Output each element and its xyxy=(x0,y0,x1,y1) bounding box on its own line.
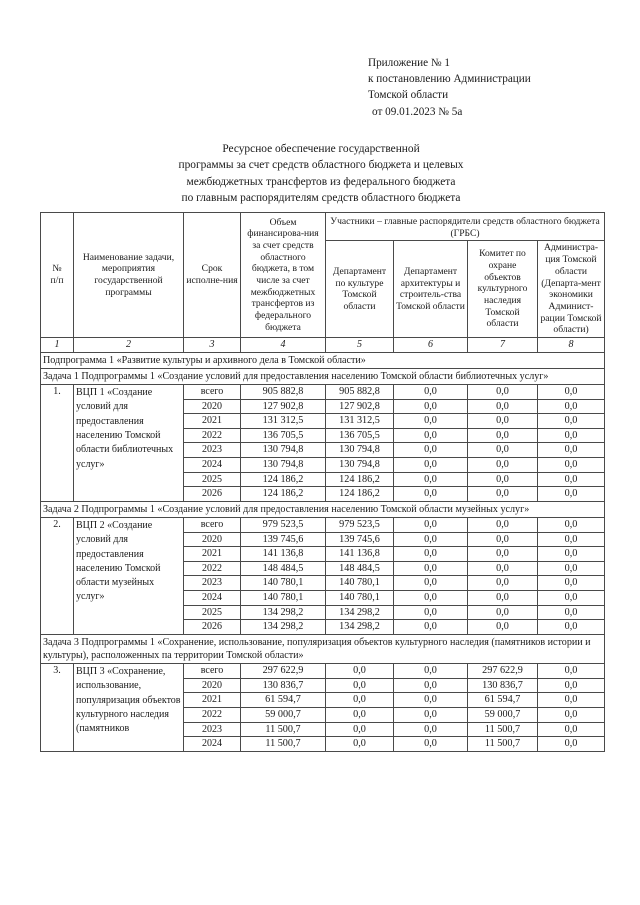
cell-dept-architecture: 0,0 xyxy=(394,590,468,605)
title-line-2: программы за счет средств областного бюджета и целевых xyxy=(178,159,464,172)
cell-dept-architecture: 0,0 xyxy=(394,414,468,429)
header-line-4: от 09.01.2023 № 5а xyxy=(372,105,463,118)
row-index: 1. xyxy=(41,385,74,502)
col-header-name: Наименование задачи, мероприятия государственной программы xyxy=(74,213,184,338)
cell-administration: 0,0 xyxy=(538,693,605,708)
cell-total: 130 836,7 xyxy=(241,678,326,693)
cell-committee-heritage: 0,0 xyxy=(468,385,538,400)
cell-administration: 0,0 xyxy=(538,399,605,414)
cell-committee-heritage: 297 622,9 xyxy=(468,664,538,679)
cell-dept-architecture: 0,0 xyxy=(394,399,468,414)
col-number-5: 5 xyxy=(326,338,394,353)
cell-total: 140 780,1 xyxy=(241,590,326,605)
table-section-row xyxy=(41,634,605,663)
cell-committee-heritage: 11 500,7 xyxy=(468,722,538,737)
cell-period: 2020 xyxy=(184,678,241,693)
table-section-row xyxy=(41,352,605,368)
col-number-8: 8 xyxy=(538,338,605,353)
cell-total: 11 500,7 xyxy=(241,737,326,752)
cell-dept-architecture: 0,0 xyxy=(394,428,468,443)
cell-total: 124 186,2 xyxy=(241,472,326,487)
cell-committee-heritage: 0,0 xyxy=(468,414,538,429)
col-number-6: 6 xyxy=(394,338,468,353)
cell-period: 2021 xyxy=(184,693,241,708)
cell-committee-heritage: 0,0 xyxy=(468,547,538,562)
cell-dept-architecture: 0,0 xyxy=(394,561,468,576)
cell-committee-heritage: 0,0 xyxy=(468,605,538,620)
cell-dept-architecture: 0,0 xyxy=(394,737,468,752)
cell-dept-culture: 140 780,1 xyxy=(326,590,394,605)
cell-administration: 0,0 xyxy=(538,547,605,562)
resource-table-wrapper xyxy=(40,212,604,752)
cell-administration: 0,0 xyxy=(538,517,605,532)
cell-committee-heritage: 59 000,7 xyxy=(468,707,538,722)
cell-dept-architecture: 0,0 xyxy=(394,547,468,562)
table-section-row xyxy=(41,368,605,384)
cell-dept-culture: 139 745,6 xyxy=(326,532,394,547)
cell-administration: 0,0 xyxy=(538,532,605,547)
cell-dept-culture: 979 523,5 xyxy=(326,517,394,532)
row-name: ВЦП 2 «Создание условий для предоставления населению Томской области музейных услуг» xyxy=(74,517,184,634)
cell-total: 134 298,2 xyxy=(241,620,326,635)
cell-committee-heritage: 61 594,7 xyxy=(468,693,538,708)
cell-total: 127 902,8 xyxy=(241,399,326,414)
cell-period: 2024 xyxy=(184,590,241,605)
cell-committee-heritage: 0,0 xyxy=(468,590,538,605)
cell-administration: 0,0 xyxy=(538,590,605,605)
section-label: Задача 1 Подпрограммы 1 «Создание условий для предоставления населению Томской области библиотечных услуг» xyxy=(41,368,605,384)
cell-administration: 0,0 xyxy=(538,428,605,443)
header-line-3: Томской области xyxy=(368,89,449,102)
row-name: ВЦП 1 «Создание условий для предоставления населению Томской области библиотечных услуг» xyxy=(74,385,184,502)
cell-dept-architecture: 0,0 xyxy=(394,664,468,679)
cell-administration: 0,0 xyxy=(538,443,605,458)
cell-dept-architecture: 0,0 xyxy=(394,458,468,473)
cell-administration: 0,0 xyxy=(538,458,605,473)
cell-period: 2023 xyxy=(184,443,241,458)
cell-dept-architecture: 0,0 xyxy=(394,576,468,591)
cell-dept-architecture: 0,0 xyxy=(394,487,468,502)
col-header-volume: Объем финансирова-ния за счет средств областного бюджета, в том числе за счет межбюджетных трансфертов из федерального бюджета xyxy=(241,213,326,338)
cell-committee-heritage: 0,0 xyxy=(468,472,538,487)
col-header-participants-group: Участники – главные распорядители средств областного бюджета (ГРБС) xyxy=(326,213,605,241)
cell-administration: 0,0 xyxy=(538,707,605,722)
cell-dept-culture: 0,0 xyxy=(326,707,394,722)
cell-dept-culture: 0,0 xyxy=(326,722,394,737)
cell-period: 2023 xyxy=(184,722,241,737)
cell-dept-culture: 0,0 xyxy=(326,737,394,752)
cell-dept-architecture: 0,0 xyxy=(394,385,468,400)
cell-total: 130 794,8 xyxy=(241,443,326,458)
cell-period: всего xyxy=(184,517,241,532)
cell-period: 2020 xyxy=(184,399,241,414)
cell-period: 2020 xyxy=(184,532,241,547)
cell-period: 2026 xyxy=(184,620,241,635)
cell-total: 11 500,7 xyxy=(241,722,326,737)
cell-dept-culture: 0,0 xyxy=(326,664,394,679)
col-header-administration: Администра-ция Томской области (Департа-мент экономики Админист-рации Томской области) xyxy=(538,241,605,338)
row-index: 3. xyxy=(41,664,74,752)
header-line-1: Приложение № 1 xyxy=(368,57,450,69)
resource-table xyxy=(40,212,605,752)
cell-period: 2023 xyxy=(184,576,241,591)
table-section-row xyxy=(41,501,605,517)
section-label: Подпрограмма 1 «Развитие культуры и архивного дела в Томской области» xyxy=(41,352,605,368)
cell-period: всего xyxy=(184,385,241,400)
title-line-4: по главным распорядителям средств областного бюджета xyxy=(181,192,461,205)
section-label: Задача 2 Подпрограммы 1 «Создание условий для предоставления населению Томской области музейных услуг» xyxy=(41,501,605,517)
cell-total: 130 794,8 xyxy=(241,458,326,473)
cell-dept-architecture: 0,0 xyxy=(394,620,468,635)
cell-administration: 0,0 xyxy=(538,722,605,737)
col-header-term: Срок исполне-ния xyxy=(184,213,241,338)
cell-administration: 0,0 xyxy=(538,678,605,693)
cell-period: 2025 xyxy=(184,472,241,487)
cell-dept-architecture: 0,0 xyxy=(394,693,468,708)
col-header-index: № п/п xyxy=(41,213,74,338)
cell-period: 2021 xyxy=(184,414,241,429)
cell-total: 61 594,7 xyxy=(241,693,326,708)
cell-administration: 0,0 xyxy=(538,576,605,591)
row-name: ВЦП 3 «Сохранение, использование, популяризация объектов культурного наследия (памятников xyxy=(74,664,184,752)
cell-administration: 0,0 xyxy=(538,561,605,576)
cell-period: 2022 xyxy=(184,707,241,722)
cell-administration: 0,0 xyxy=(538,605,605,620)
cell-dept-culture: 148 484,5 xyxy=(326,561,394,576)
cell-dept-architecture: 0,0 xyxy=(394,532,468,547)
cell-committee-heritage: 0,0 xyxy=(468,428,538,443)
section-label: Задача 3 Подпрограммы 1 «Сохранение, использование, популяризация объектов культурного наследия (памятников истории и культуры), расположенных па территории Томской области» xyxy=(41,634,605,663)
document-header-block xyxy=(368,55,618,120)
cell-dept-culture: 0,0 xyxy=(326,693,394,708)
cell-dept-culture: 0,0 xyxy=(326,678,394,693)
cell-administration: 0,0 xyxy=(538,472,605,487)
cell-committee-heritage: 0,0 xyxy=(468,399,538,414)
cell-period: 2024 xyxy=(184,737,241,752)
cell-administration: 0,0 xyxy=(538,664,605,679)
cell-period: 2024 xyxy=(184,458,241,473)
cell-total: 141 136,8 xyxy=(241,547,326,562)
cell-total: 131 312,5 xyxy=(241,414,326,429)
table-header-row-1 xyxy=(41,213,605,241)
cell-dept-culture: 130 794,8 xyxy=(326,443,394,458)
cell-period: 2025 xyxy=(184,605,241,620)
cell-committee-heritage: 11 500,7 xyxy=(468,737,538,752)
cell-total: 124 186,2 xyxy=(241,487,326,502)
cell-dept-architecture: 0,0 xyxy=(394,517,468,532)
cell-dept-culture: 124 186,2 xyxy=(326,487,394,502)
cell-dept-architecture: 0,0 xyxy=(394,678,468,693)
table-column-number-row xyxy=(41,338,605,353)
cell-dept-culture: 905 882,8 xyxy=(326,385,394,400)
cell-committee-heritage: 0,0 xyxy=(468,561,538,576)
cell-administration: 0,0 xyxy=(538,414,605,429)
col-number-1: 1 xyxy=(41,338,74,353)
cell-period: 2026 xyxy=(184,487,241,502)
col-header-committee-heritage: Комитет по охране объектов культурного наследия Томской области xyxy=(468,241,538,338)
cell-dept-culture: 130 794,8 xyxy=(326,458,394,473)
cell-committee-heritage: 0,0 xyxy=(468,532,538,547)
cell-committee-heritage: 0,0 xyxy=(468,517,538,532)
table-row xyxy=(41,385,605,400)
cell-dept-culture: 136 705,5 xyxy=(326,428,394,443)
cell-committee-heritage: 0,0 xyxy=(468,620,538,635)
cell-committee-heritage: 0,0 xyxy=(468,487,538,502)
col-number-2: 2 xyxy=(74,338,184,353)
cell-administration: 0,0 xyxy=(538,620,605,635)
cell-dept-culture: 127 902,8 xyxy=(326,399,394,414)
cell-period: 2021 xyxy=(184,547,241,562)
cell-dept-architecture: 0,0 xyxy=(394,722,468,737)
cell-administration: 0,0 xyxy=(538,737,605,752)
cell-dept-culture: 124 186,2 xyxy=(326,472,394,487)
cell-administration: 0,0 xyxy=(538,487,605,502)
cell-dept-architecture: 0,0 xyxy=(394,472,468,487)
cell-total: 134 298,2 xyxy=(241,605,326,620)
cell-dept-architecture: 0,0 xyxy=(394,605,468,620)
title-line-1: Ресурсное обеспечение государственной xyxy=(222,143,420,155)
cell-committee-heritage: 0,0 xyxy=(468,443,538,458)
cell-period: 2022 xyxy=(184,428,241,443)
cell-committee-heritage: 0,0 xyxy=(468,576,538,591)
header-line-2: к постановлению Администрации xyxy=(368,73,531,86)
cell-total: 148 484,5 xyxy=(241,561,326,576)
row-index: 2. xyxy=(41,517,74,634)
title-line-3: межбюджетных трансфертов из федерального бюджета xyxy=(186,175,456,188)
cell-total: 139 745,6 xyxy=(241,532,326,547)
col-number-7: 7 xyxy=(468,338,538,353)
table-row xyxy=(41,664,605,679)
cell-administration: 0,0 xyxy=(538,385,605,400)
cell-dept-culture: 134 298,2 xyxy=(326,605,394,620)
cell-dept-culture: 134 298,2 xyxy=(326,620,394,635)
cell-total: 59 000,7 xyxy=(241,707,326,722)
page-title xyxy=(38,141,604,207)
cell-dept-architecture: 0,0 xyxy=(394,443,468,458)
cell-total: 136 705,5 xyxy=(241,428,326,443)
cell-committee-heritage: 130 836,7 xyxy=(468,678,538,693)
cell-dept-architecture: 0,0 xyxy=(394,707,468,722)
cell-total: 297 622,9 xyxy=(241,664,326,679)
cell-total: 140 780,1 xyxy=(241,576,326,591)
col-number-4: 4 xyxy=(241,338,326,353)
col-number-3: 3 xyxy=(184,338,241,353)
col-header-dept-culture: Департамент по культуре Томской области xyxy=(326,241,394,338)
cell-dept-culture: 141 136,8 xyxy=(326,547,394,562)
cell-total: 979 523,5 xyxy=(241,517,326,532)
cell-period: всего xyxy=(184,664,241,679)
cell-period: 2022 xyxy=(184,561,241,576)
cell-dept-culture: 140 780,1 xyxy=(326,576,394,591)
table-row xyxy=(41,517,605,532)
cell-dept-culture: 131 312,5 xyxy=(326,414,394,429)
cell-total: 905 882,8 xyxy=(241,385,326,400)
cell-committee-heritage: 0,0 xyxy=(468,458,538,473)
col-header-dept-architecture: Департамент архитектуры и строитель-ства Томской области xyxy=(394,241,468,338)
